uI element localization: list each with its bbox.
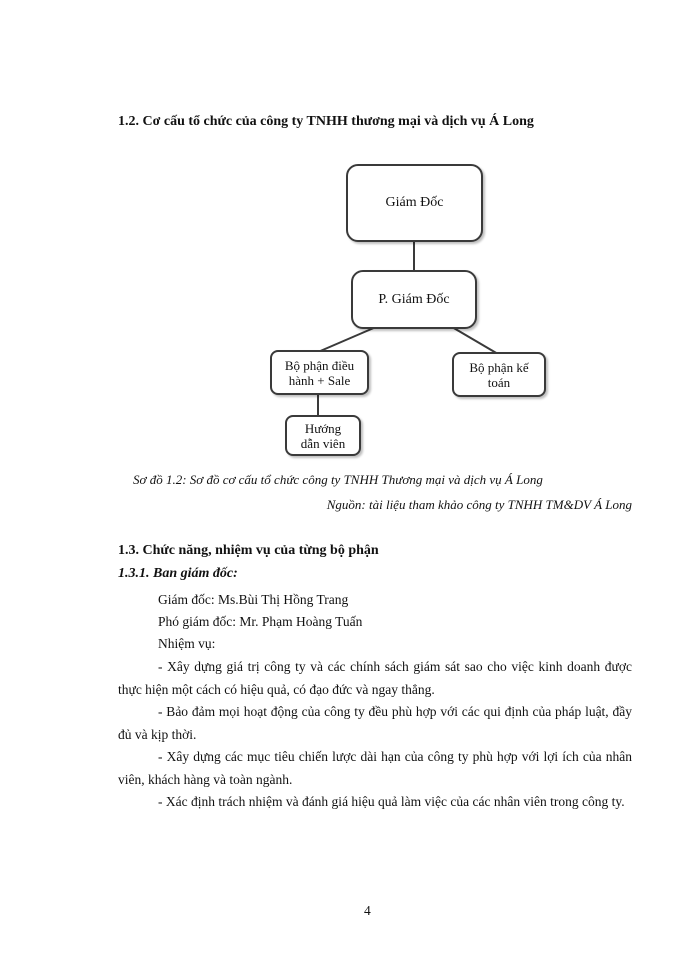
org-node-accounting-line1: Bộ phận kế xyxy=(469,359,529,375)
director-name-line: Giám đốc: Ms.Bùi Thị Hồng Trang xyxy=(158,592,349,607)
duty-paragraph: - Xây dựng các mục tiêu chiến lược dài hạn của công ty phù hợp với lợi ích của nhân viên, khách hàng và toàn ngành. xyxy=(118,749,632,787)
org-node-deputy xyxy=(351,270,477,329)
page-number: 4 xyxy=(364,903,371,918)
figure-caption: Sơ đồ 1.2: Sơ đồ cơ cấu tổ chức công ty TNHH Thương mại và dịch vụ Á Long xyxy=(133,472,543,487)
duty-paragraph: - Xây dựng giá trị công ty và các chính sách giám sát sao cho việc kinh doanh được thực hiện một cách có hiệu quả, có đạo đức và ngay thẳng. xyxy=(118,659,632,697)
connector-deputy-operations xyxy=(318,327,376,352)
figure-source: Nguồn: tài liệu tham khảo công ty TNHH TM&DV Á Long xyxy=(326,497,632,512)
connector-deputy-accounting xyxy=(452,327,498,354)
duty-paragraph: - Xác định trách nhiệm và đánh giá hiệu quả làm việc của các nhân viên trong công ty. xyxy=(158,794,625,809)
deputy-name-line: Phó giám đốc: Mr. Phạm Hoàng Tuấn xyxy=(158,614,363,629)
org-node-operations-sale xyxy=(270,350,369,395)
subsection-heading-1-3-1: 1.3.1. Ban giám đốc: xyxy=(118,566,238,581)
org-node-director xyxy=(346,164,483,242)
org-node-tour-guide xyxy=(285,415,361,456)
org-node-guide-line2: dẫn viên xyxy=(300,435,346,451)
org-node-accounting xyxy=(452,352,546,397)
section-heading-1-3: 1.3. Chức năng, nhiệm vụ của từng bộ phận xyxy=(118,543,379,558)
duties-label: Nhiệm vụ: xyxy=(158,636,216,651)
org-node-operations-line1: Bộ phận điều xyxy=(284,357,355,373)
duty-paragraph: - Bảo đảm mọi hoạt động của công ty đều phù hợp với các qui định của pháp luật, đầy đủ và kịp thời. xyxy=(118,704,632,742)
org-node-guide-line1: Hướng xyxy=(304,420,342,436)
section-heading-1-2: 1.2. Cơ cấu tổ chức của công ty TNHH thương mại và dịch vụ Á Long xyxy=(118,114,534,129)
org-node-accounting-line2: toán xyxy=(487,374,511,390)
org-node-director-label: Giám Đốc xyxy=(385,195,444,210)
org-node-operations-line2: hành + Sale xyxy=(288,372,351,388)
org-node-deputy-label: P. Giám Đốc xyxy=(378,291,450,307)
